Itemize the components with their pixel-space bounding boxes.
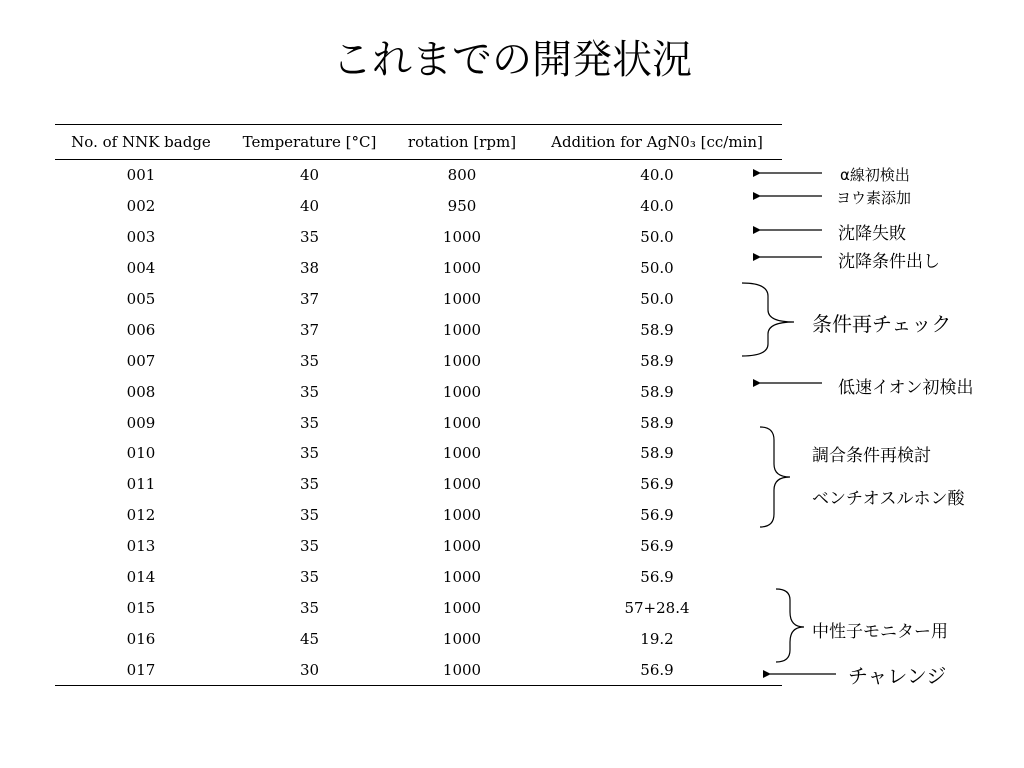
header-rotation: rotation [rpm]	[392, 125, 532, 160]
cell-badge-no: 008	[126, 382, 156, 401]
cell-addition: 56.9	[640, 568, 674, 587]
cell-temperature: 35	[299, 382, 320, 401]
label-recheck: 条件再チェック	[812, 312, 952, 336]
cell-rotation: 1000	[442, 506, 482, 525]
label-neutron-monitor: 中性子モニター用	[812, 622, 948, 642]
label-challenge: チャレンジ	[848, 664, 947, 688]
cell-temperature: 30	[227, 654, 392, 685]
brace-009-012	[760, 427, 790, 527]
cell-rotation: 1000	[442, 259, 482, 278]
cell-badge-no: 010	[126, 444, 156, 463]
cell-temperature: 40	[299, 197, 320, 216]
cell-rotation: 1000	[442, 475, 482, 494]
brace-015-016	[776, 589, 804, 662]
cell-temperature: 37	[299, 290, 320, 308]
header-temperature: Temperature [°C]	[227, 125, 392, 160]
cell-badge-no: 013	[126, 537, 156, 556]
label-precip-fail: 沈降失敗	[838, 224, 906, 244]
cell-addition: 40.0	[640, 197, 674, 216]
cell-badge-no: 009	[126, 413, 156, 432]
cell-temperature: 35	[299, 475, 320, 494]
cell-temperature: 35	[299, 568, 320, 587]
cell-addition: 58.9	[640, 382, 674, 401]
cell-badge-no: 011	[126, 475, 156, 494]
cell-rotation: 950	[447, 197, 477, 216]
cell-temperature: 38	[299, 259, 320, 278]
cell-rotation: 1000	[442, 320, 482, 339]
cell-addition: 56.9	[532, 654, 782, 685]
cell-temperature: 35	[299, 413, 320, 432]
cell-addition: 58.9	[640, 444, 674, 463]
cell-temperature: 35	[299, 506, 320, 525]
brace-005-007	[742, 283, 794, 356]
cell-addition: 50.0	[640, 290, 674, 308]
cell-addition: 57+28.4	[624, 598, 690, 617]
cell-rotation: 1000	[442, 568, 482, 587]
cell-addition: 58.9	[640, 413, 674, 432]
cell-addition: 50.0	[640, 259, 674, 278]
cell-badge-no: 002	[126, 197, 156, 216]
cell-addition: 19.2	[640, 629, 674, 648]
cell-temperature: 35	[299, 598, 320, 617]
cell-addition: 56.9	[640, 475, 674, 494]
cell-badge-no: 001	[126, 166, 156, 185]
cell-rotation: 1000	[442, 228, 482, 247]
cell-badge-no: 003	[126, 228, 156, 247]
cell-temperature: 35	[299, 537, 320, 556]
cell-rotation: 1000	[442, 629, 482, 648]
cell-temperature: 37	[299, 320, 320, 339]
cell-addition: 40.0	[640, 166, 674, 185]
cell-rotation: 1000	[442, 444, 482, 463]
cell-temperature: 45	[299, 629, 320, 648]
cell-addition: 50.0	[640, 228, 674, 247]
cell-rotation: 1000	[442, 537, 482, 556]
label-precip-cond: 沈降条件出し	[838, 252, 940, 272]
label-low-speed-ion: 低速イオン初検出	[838, 378, 974, 398]
cell-addition: 56.9	[640, 537, 674, 556]
cell-addition: 58.9	[640, 320, 674, 339]
cell-badge-no: 014	[126, 568, 156, 587]
cell-badge-no: 006	[126, 320, 156, 339]
slide-title: これまでの開発状況	[332, 37, 692, 83]
cell-rotation: 1000	[392, 654, 532, 685]
cell-badge-no: 012	[126, 506, 156, 525]
cell-rotation: 1000	[442, 290, 482, 308]
cell-addition: 56.9	[640, 506, 674, 525]
cell-badge-no: 004	[126, 259, 156, 278]
cell-badge-no: 007	[126, 351, 156, 370]
cell-rotation: 1000	[442, 382, 482, 401]
cell-badge-no: 016	[126, 629, 156, 648]
cell-temperature: 35	[299, 351, 320, 370]
cell-addition: 58.9	[640, 351, 674, 370]
cell-rotation: 800	[447, 166, 477, 185]
cell-rotation: 1000	[442, 598, 482, 617]
cell-badge-no: 005	[126, 290, 156, 308]
cell-rotation: 1000	[442, 351, 482, 370]
cell-temperature: 35	[299, 228, 320, 247]
cell-temperature: 40	[299, 166, 320, 185]
label-first-alpha: α線初検出	[840, 166, 910, 184]
label-benzene-sulfonic: ベンチオスルホン酸	[812, 489, 965, 509]
cell-badge-no: 017	[55, 654, 227, 685]
cell-rotation: 1000	[442, 413, 482, 432]
cell-badge-no: 015	[126, 598, 156, 617]
label-iodine: ヨウ素添加	[836, 189, 912, 207]
cell-temperature: 35	[299, 444, 320, 463]
header-addition: Addition for AgN0₃ [cc/min]	[532, 125, 782, 160]
header-badge-no: No. of NNK badge	[55, 125, 227, 160]
label-prep-review: 調合条件再検討	[812, 446, 931, 466]
